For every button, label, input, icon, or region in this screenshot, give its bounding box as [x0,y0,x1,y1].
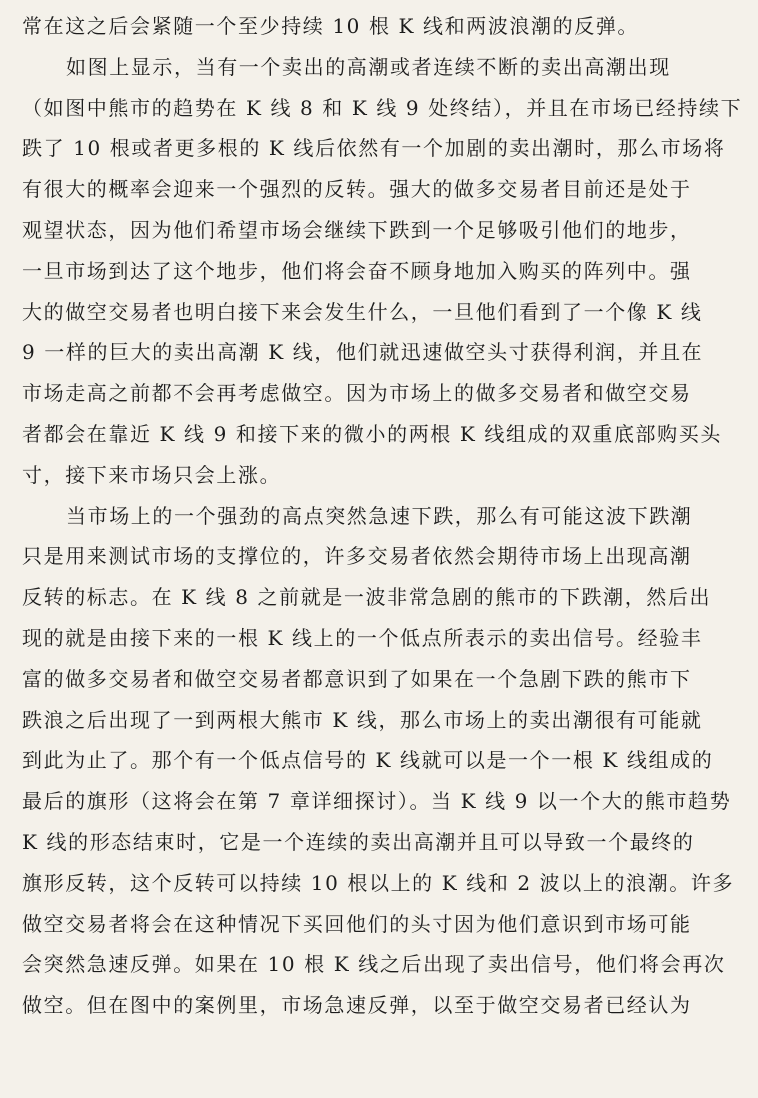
text-line: 寸，接下来市场只会上涨。 [22,462,282,487]
text-line: 如图上显示，当有一个卖出的高潮或者连续不断的卖出高潮出现 [66,54,671,79]
text-line: 观望状态，因为他们希望市场会继续下跌到一个足够吸引他们的地步， [22,217,692,242]
text-line: 做空交易者将会在这种情况下买回他们的头寸因为他们意识到市场可能 [22,911,692,936]
text-line: 9 一样的巨大的卖出高潮 K 线，他们就迅速做空头寸获得利润，并且在 [22,340,704,365]
text-line: 者都会在靠近 K 线 9 和接下来的微小的两根 K 线组成的双重底部购买头 [22,421,722,446]
text-line: 会突然急速反弹。如果在 10 根 K 线之后出现了卖出信号，他们将会再次 [22,952,726,977]
text-line: 大的做空交易者也明白接下来会发生什么，一旦他们看到了一个像 K 线 [22,299,703,324]
text-line: 做空。但在图中的案例里，市场急速反弹，以至于做空交易者已经认为 [22,993,692,1018]
text-line: 到此为止了。那个有一个低点信号的 K 线就可以是一个一根 K 线组成的 [22,748,714,773]
text-line: 富的做多交易者和做空交易者都意识到了如果在一个急剧下跌的熊市下 [22,666,692,691]
text-line: 现的就是由接下来的一根 K 线上的一个低点所表示的卖出信号。经验丰 [22,625,703,650]
text-line: 跌了 10 根或者更多根的 K 线后依然有一个加剧的卖出潮时，那么市场将 [22,136,726,161]
text-line: 旗形反转，这个反转可以持续 10 根以上的 K 线和 2 波以上的浪潮。许多 [22,870,735,895]
text-line: K 线的形态结束时，它是一个连续的卖出高潮并且可以导致一个最终的 [22,829,695,854]
text-line: 有很大的概率会迎来一个强烈的反转。强大的做多交易者目前还是处于 [22,177,692,202]
text-line: 市场走高之前都不会再考虑做空。因为市场上的做多交易者和做空交易 [22,381,692,406]
text-line: （如图中熊市的趋势在 K 线 8 和 K 线 9 处终结），并且在市场已经持续下 [22,95,743,120]
text-line: 只是用来测试市场的支撑位的，许多交易者依然会期待市场上出现高潮 [22,544,692,569]
text-line: 当市场上的一个强劲的高点突然急速下跌，那么有可能这波下跌潮 [66,503,693,528]
text-line: 一旦市场到达了这个地步，他们将会奋不顾身地加入购买的阵列中。强 [22,258,692,283]
text-line: 最后的旗形（这将会在第 7 章详细探讨）。当 K 线 9 以一个大的熊市趋势 [22,789,732,814]
text-line: 跌浪之后出现了一到两根大熊市 K 线，那么市场上的卖出潮很有可能就 [22,707,703,732]
text-line: 常在这之后会紧随一个至少持续 10 根 K 线和两波浪潮的反弹。 [22,14,640,38]
paragraph [22,496,744,1026]
text-line: 反转的标志。在 K 线 8 之前就是一波非常急剧的熊市的下跌潮，然后出 [22,585,712,610]
paragraph [22,6,744,47]
paragraph [22,47,744,496]
document-page [22,6,744,1026]
